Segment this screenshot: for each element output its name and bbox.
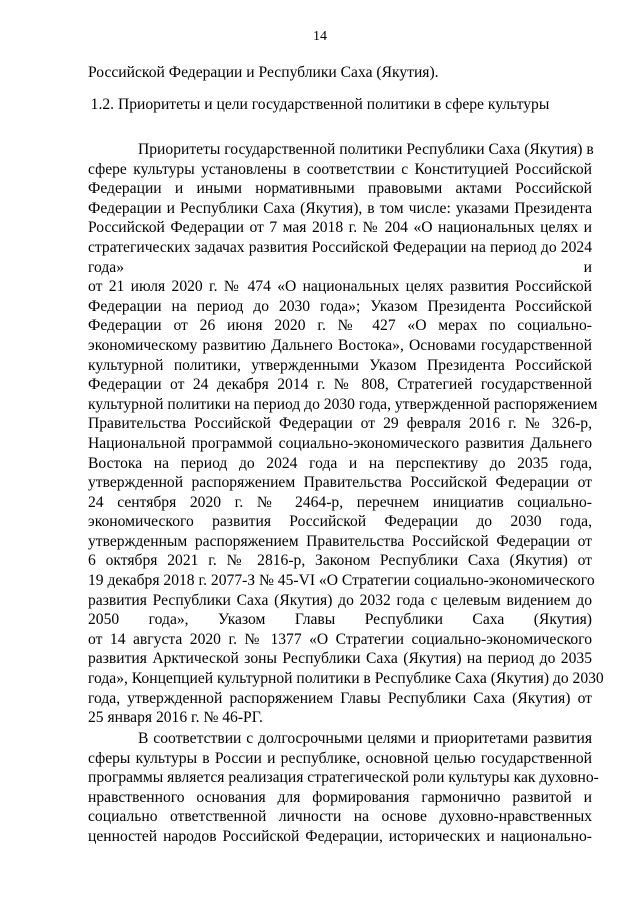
paragraph-line: Востока на период до 2024 года и на перспективу до 2035 года, <box>88 454 592 472</box>
paragraph-line: культурной политики на период до 2030 года, утвержденной распоряжением <box>88 395 598 413</box>
paragraph-line: 19 декабря 2018 г. 2077-З № 45-VI «О Стратегии социально-экономического <box>88 572 595 590</box>
paragraph-line: социально ответственной личности на основе духовно-нравственных <box>88 808 592 826</box>
paragraph-line: стратегических задачах развития Российской Федерации на период до 2024 <box>88 238 592 256</box>
paragraph-line: 6 октября 2021 г. № 2816-р, Законом Республики Саха (Якутия) от <box>88 552 592 570</box>
paragraph-line: Федерации и иными нормативными правовыми актами Российской <box>88 180 592 198</box>
paragraph-line: утвержденной распоряжением Правительства Российской Федерации от <box>88 474 592 492</box>
paragraph-line: от 14 августа 2020 г. № 1377 «О Стратегии социально-экономического <box>88 630 592 648</box>
paragraph-line: года», Концепцией культурной политики в Республике Саха (Якутия) до 2030 <box>88 670 604 688</box>
paragraph-priorities <box>88 140 604 728</box>
paragraph-line: развития Республики Саха (Якутия) до 2032 года с целевым видением до <box>88 591 592 609</box>
paragraph-line: культурной политики, утвержденными Указом Президента Российской <box>88 356 592 374</box>
paragraph-line: сферы культуры в России и республике, основной целью государственной <box>88 749 592 767</box>
paragraph-line: Российской Федерации от 7 мая 2018 г. № 204 «О национальных целях и <box>88 219 592 237</box>
section-heading: 1.2. Приоритеты и цели государственной политики в сфере культуры <box>90 96 550 113</box>
paragraph-line: развития Арктической зоны Республики Саха (Якутия) на период до 2035 <box>88 650 592 668</box>
paragraph-line: Федерации от 26 июня 2020 г. № 427 «О мерах по социально- <box>88 317 592 335</box>
paragraph-line: ценностей народов Российской Федерации, исторических и национально- <box>88 827 592 845</box>
intro-line: Российской Федерации и Республики Саха (Якутия). <box>88 64 439 81</box>
paragraph-line: Приоритеты государственной политики Республики Саха (Якутия) в <box>138 141 594 158</box>
paragraph-line: Национальной программой социально-экономического развития Дальнего <box>88 434 592 452</box>
paragraph-line: В соответствии с долгосрочными целями и приоритетами развития <box>138 730 592 747</box>
paragraph-line: Федерации на период до 2030 года»; Указом Президента Российской <box>88 297 592 315</box>
paragraph-line: 25 января 2016 г. № 46-РГ. <box>88 709 263 727</box>
paragraph-line: 2050 года», Указом Главы Республики Саха (Якутия) <box>88 611 592 629</box>
page-number: 14 <box>313 29 327 44</box>
paragraph-line: 24 сентября 2020 г. № 2464-р, перечнем инициатив социально- <box>88 493 592 511</box>
paragraph-line: Федерации и Республики Саха (Якутия), в том числе: указами Президента <box>88 199 592 217</box>
paragraph-goal <box>88 729 599 847</box>
paragraph-line: нравственного основания для формирования гармонично развитой и <box>88 788 592 806</box>
paragraph-line: от 21 июля 2020 г. № 474 «О национальных целях развития Российской <box>88 278 592 296</box>
paragraph-line: утвержденным распоряжением Правительства Российской Федерации от <box>88 532 592 550</box>
paragraph-line: экономического развития Российской Федерации до 2030 года, <box>88 513 592 531</box>
paragraph-line: экономическому развитию Дальнего Востока», Основами государственной <box>88 336 592 354</box>
intro-text <box>88 63 592 83</box>
paragraph-line: Федерации от 24 декабря 2014 г. № 808, Стратегией государственной <box>88 376 592 394</box>
paragraph-line: сфере культуры установлены в соответствии с Конституцией Российской <box>88 160 592 178</box>
paragraph-line: программы является реализация стратегической роли культуры как духовно- <box>88 769 599 787</box>
paragraph-line: Правительства Российской Федерации от 29 февраля 2016 г. № 326-р, <box>88 415 592 433</box>
paragraph-line: года, утвержденной распоряжением Главы Республики Саха (Якутия) от <box>88 689 592 707</box>
paragraph-line: года» и <box>88 258 592 276</box>
